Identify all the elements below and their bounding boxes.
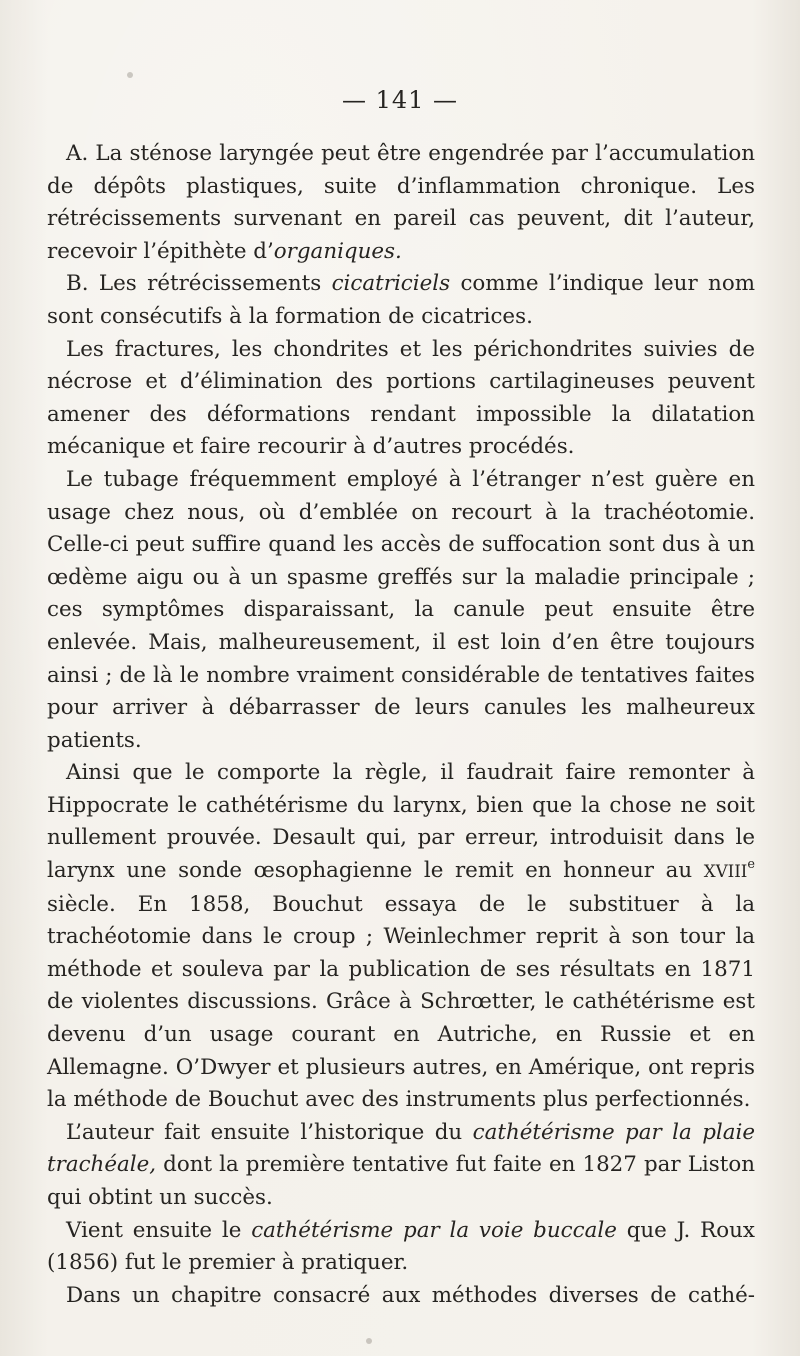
paragraph-text: dont la première tentative fut faite en 1827 par Liston qui obtint un succès.: [47, 1152, 755, 1210]
paragraph-text: L’auteur fait ensuite l’historique du: [66, 1119, 473, 1145]
paragraph-fractures: [47, 334, 755, 464]
paragraph-cicatricial-stenosis: [47, 268, 755, 333]
paragraph-buccal-route: [47, 1215, 755, 1280]
paper-speck: [366, 1338, 372, 1344]
paragraph-various-methods: [47, 1280, 755, 1313]
paragraph-tubage: [47, 464, 755, 757]
paragraph-text: que J. Roux (1856) fut le premier à pratiquer.: [47, 1217, 755, 1276]
paper-speck: [127, 72, 133, 78]
italic-term: cicatriciels: [331, 271, 451, 297]
paragraph-text: B. Les rétrécissements: [66, 271, 332, 297]
paragraph-text: Vient ensuite le: [66, 1217, 252, 1243]
ordinal-suffix: e: [747, 857, 755, 873]
paragraph-text: Le tubage fréquemment employé à l’étranger n’est guère en usage chez nous, où d’emblée on recourt à la trachéotomie. Celle-ci peut suffire quand les accès de suffocation sont dus à un œdème aigu ou à un spasme greffés sur la maladie principale ; ces symptômes disparaissant, la canule peut ensuite être enlevée. Mais, malheureusement, il est loin d’en être toujours ainsi ; de là le nombre vraiment considérable de tentatives faites pour arriver à débarrasser de leurs canules les malheureux patients.: [47, 466, 755, 753]
paragraph-text: siècle. En 1858, Bouchut essaya de le substituer à la trachéotomie dans le croup ; Weinlechmer reprit à son tour la méthode et souleva par la publication de ses résultats en 1871 de violentes discussions. Grâce à Schrœtter, le cathétérisme est devenu d’un usage courant en Autriche, en Russie et en Allemagne. O’Dwyer et plusieurs autres, en Amérique, ont repris la méthode de Bouchut avec des instruments plus perfectionnés.: [47, 891, 755, 1113]
paragraph-history-catheterism: [47, 757, 755, 1117]
paragraph-text: comme l’indique leur nom sont consécutifs à la formation de cicatrices.: [47, 271, 755, 329]
century-numeral: XVIII: [703, 862, 748, 882]
paragraph-text: A. La sténose laryngée peut être engendrée par l’accumulation de dépôts plastiques, suite d’inflammation chronique. Les rétrécissements survenant en pareil cas peuvent, dit l’auteur, recevoir l’épithète d’: [47, 141, 755, 264]
page-number: — 141 —: [341, 86, 459, 114]
paragraph-text: Dans un chapitre consacré aux méthodes diverses de cathé-: [66, 1282, 755, 1308]
paragraph-text: Les fractures, les chondrites et les périchondrites suivies de nécrose et d’élimination des portions cartilagineuses peuvent amener des déformations rendant impossible la dilatation mécanique et faire recourir à d’autres procédés.: [47, 336, 755, 460]
paragraph-organic-stenosis: [47, 138, 755, 268]
body-text: [47, 138, 755, 1312]
paragraph-tracheal-wound: [47, 1117, 755, 1215]
italic-term: cathétérisme par la voie buccale: [251, 1217, 617, 1243]
paragraph-text: Ainsi que le comporte la règle, il faudrait faire remonter à Hippocrate le cathétérisme du larynx, bien que la chose ne soit nullement prouvée. Desault qui, par erreur, introduisit dans le larynx une sonde œsophagienne le remit en honneur au: [47, 760, 755, 884]
italic-term: cathétérisme par la plaie trachéale,: [47, 1119, 755, 1178]
italic-term: organiques.: [273, 238, 402, 264]
